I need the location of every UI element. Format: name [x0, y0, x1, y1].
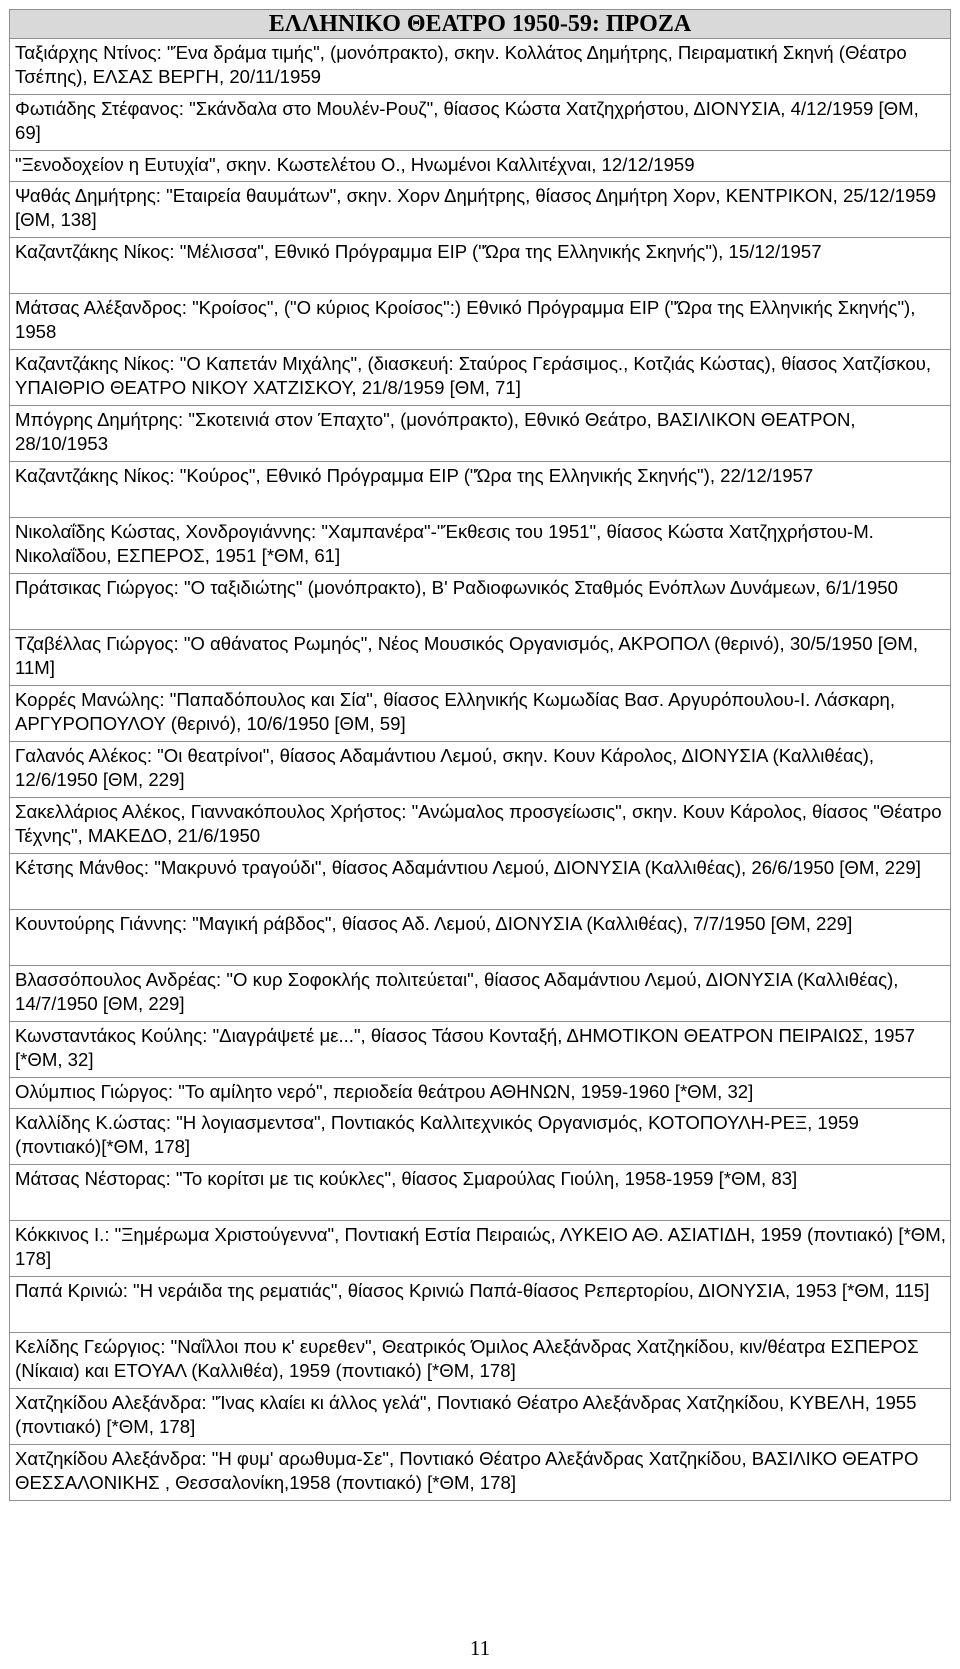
entry-text: Σακελλάριος Αλέκος, Γιαννακόπουλος Χρήστος: "Ανώμαλος προσγείωσις", σκην. Κουν Κάρολος, θίασος "Θέατρο Τέχνης", ΜΑΚΕΔΟ, 21/6/1950: [10, 798, 951, 854]
table-row: [10, 1022, 951, 1078]
entry-text: Βλασσόπουλος Ανδρέας: "Ο κυρ Σοφοκλής πολιτεύεται", θίασος Αδαμάντιου Λεμού, ΔΙΟΝΥΣΙΑ (Καλλιθέας), 14/7/1950 [ΘΜ, 229]: [10, 966, 951, 1022]
entries-table: [9, 9, 951, 1501]
table-row: [10, 1109, 951, 1165]
entry-text: Ολύμπιος Γιώργος: "Το αμίλητο νερό", περιοδεία θεάτρου ΑΘΗΝΩΝ, 1959-1960 [*ΘΜ, 32]: [10, 1078, 951, 1109]
entry-text: Ταξιάρχης Ντίνος: "Ένα δράμα τιμής", (μονόπρακτο), σκην. Κολλάτος Δημήτρης, Πειραματική Σκηνή (Θέατρο Τσέπης), ΕΛΣΑΣ ΒΕΡΓΗ, 20/11/1959: [10, 39, 951, 95]
title-row: [10, 10, 951, 39]
entry-text: Χατζηκίδου Αλεξάνδρα: "Ίνας κλαίει κι άλλος γελά", Ποντιακό Θέατρο Αλεξάνδρας Χατζηκίδου, ΚΥΒΕΛΗ, 1955 (ποντιακό) [*ΘΜ, 178]: [10, 1389, 951, 1445]
document-title: ΕΛΛΗΝΙΚΟ ΘΕΑΤΡΟ 1950-59: ΠΡΟΖΑ: [10, 10, 951, 39]
entry-text: Μπόγρης Δημήτρης: "Σκοτεινιά στον Έπαχτο", (μονόπρακτο), Εθνικό Θεάτρο, ΒΑΣΙΛΙΚΟΝ ΘΕΑΤΡΟΝ, 28/10/1953: [10, 406, 951, 462]
entry-text: Νικολαΐδης Κώστας, Χονδρογιάννης: "Χαμπανέρα"-"Έκθεσις του 1951", θίασος Κώστα Χατζηχρήστου-Μ. Νικολαΐδου, ΕΣΠΕΡΟΣ, 1951 [*ΘΜ, 61]: [10, 518, 951, 574]
entry-text: Πράτσικας Γιώργος: "Ο ταξιδιώτης" (μονόπρακτο), Β' Ραδιοφωνικός Σταθμός Ενόπλων Δυνάμεων, 6/1/1950: [10, 574, 951, 630]
entry-text: Κωνσταντάκος Κούλης: "Διαγράψετέ με...", θίασος Τάσου Κονταξή, ΔΗΜΟΤΙΚΟΝ ΘΕΑΤΡΟΝ ΠΕΙΡΑΙΩΣ, 1957 [*ΘΜ, 32]: [10, 1022, 951, 1078]
entry-text: Παπά Κρινιώ: "Η νεράιδα της ρεματιάς", θίασος Κρινιώ Παπά-θίασος Ρεπερτορίου, ΔΙΟΝΥΣΙΑ, 1953 [*ΘΜ, 115]: [10, 1277, 951, 1333]
entry-text: Φωτιάδης Στέφανος: "Σκάνδαλα στο Μουλέν-Ρουζ", θίασος Κώστα Χατζηχρήστου, ΔΙΟΝΥΣΙΑ, 4/12/1959 [ΘΜ, 69]: [10, 95, 951, 151]
entry-text: Κουντούρης Γιάννης: "Μαγική ράβδος", θίασος Αδ. Λεμού, ΔΙΟΝΥΣΙΑ (Καλλιθέας), 7/7/1950 [ΘΜ, 229]: [10, 910, 951, 966]
table-row: [10, 966, 951, 1022]
entry-text: Μάτσας Νέστορας: "Το κορίτσι με τις κούκλες", θίασος Σμαρούλας Γιούλη, 1958-1959 [*ΘΜ, 83]: [10, 1165, 951, 1221]
page-number: 11: [469, 1636, 491, 1660]
table-row: [10, 1277, 951, 1333]
entry-text: Κελίδης Γεώργιος: "Ναΐλλοι που κ' ευρεθεν", Θεατρικός Όμιλος Αλεξάνδρας Χατζηκίδου, κιν/θέατρα ΕΣΠΕΡΟΣ (Νίκαια) και ΕΤΟΥΑΛ (Καλλιθέα), 1959 (ποντιακό) [*ΘΜ, 178]: [10, 1333, 951, 1389]
entry-text: Κορρές Μανώλης: "Παπαδόπουλος και Σία", θίασος Ελληνικής Κωμωδίας Βασ. Αργυρόπουλου-Ι. Λάσκαρη, ΑΡΓΥΡΟΠΟΥΛΟΥ (θερινό), 10/6/1950 [ΘΜ, 59]: [10, 686, 951, 742]
table-row: [10, 630, 951, 686]
table-row: [10, 686, 951, 742]
entry-text: Κέτσης Μάνθος: "Μακρυνό τραγούδι", θίασος Αδαμάντιου Λεμού, ΔΙΟΝΥΣΙΑ (Καλλιθέας), 26/6/1950 [ΘΜ, 229]: [10, 854, 951, 910]
table-row: [10, 742, 951, 798]
entry-text: Τζαβέλλας Γιώργος: "Ο αθάνατος Ρωμηός", Νέος Μουσικός Οργανισμός, ΑΚΡΟΠΟΛ (θερινό), 30/5/1950 [ΘΜ, 11Μ]: [10, 630, 951, 686]
table-row: [10, 39, 951, 95]
table-row: [10, 854, 951, 910]
table-row: [10, 798, 951, 854]
table-row: [10, 406, 951, 462]
table-row: [10, 1389, 951, 1445]
table-row: [10, 238, 951, 294]
table-row: [10, 1078, 951, 1109]
table-row: [10, 151, 951, 182]
entry-text: "Ξενοδοχείον η Ευτυχία", σκην. Κωστελέτου Ο., Ηνωμένοι Καλλιτέχναι, 12/12/1959: [10, 151, 951, 182]
entry-text: Καζαντζάκης Νίκος: "Κούρος", Εθνικό Πρόγραμμα ΕΙΡ ("Ώρα της Ελληνικής Σκηνής"), 22/12/1957: [10, 462, 951, 518]
entry-text: Μάτσας Αλέξανδρος: "Κροίσος", ("Ο κύριος Κροίσος":) Εθνικό Πρόγραμμα ΕΙΡ ("Ώρα της Ελληνικής Σκηνής"), 1958: [10, 294, 951, 350]
entry-text: Ψαθάς Δημήτρης: "Εταιρεία θαυμάτων", σκην. Χορν Δημήτρης, θίασος Δημήτρη Χορν, ΚΕΝΤΡΙΚΟΝ, 25/12/1959 [ΘΜ, 138]: [10, 182, 951, 238]
table-row: [10, 518, 951, 574]
table-row: [10, 1165, 951, 1221]
entry-text: Γαλανός Αλέκος: "Οι θεατρίνοι", θίασος Αδαμάντιου Λεμού, σκην. Κουν Κάρολος, ΔΙΟΝΥΣΙΑ (Καλλιθέας), 12/6/1950 [ΘΜ, 229]: [10, 742, 951, 798]
table-row: [10, 1221, 951, 1277]
table-body: [10, 10, 951, 1501]
entry-text: Καζαντζάκης Νίκος: "Μέλισσα", Εθνικό Πρόγραμμα ΕΙΡ ("Ώρα της Ελληνικής Σκηνής"), 15/12/1957: [10, 238, 951, 294]
entry-text: Κόκκινος Ι.: "Ξημέρωμα Χριστούγεννα", Ποντιακή Εστία Πειραιώς, ΛΥΚΕΙΟ ΑΘ. ΑΣΙΑΤΙΔΗ, 1959 (ποντιακό) [*ΘΜ, 178]: [10, 1221, 951, 1277]
table-row: [10, 95, 951, 151]
table-row: [10, 1333, 951, 1389]
table-row: [10, 574, 951, 630]
entry-text: Χατζηκίδου Αλεξάνδρα: "Η φυμ' αρωθυμα-Σε", Ποντιακό Θέατρο Αλεξάνδρας Χατζηκίδου, ΒΑΣΙΛΙΚΟ ΘΕΑΤΡΟ ΘΕΣΣΑΛΟΝΙΚΗΣ , Θεσσαλονίκη,1958 (ποντιακό) [*ΘΜ, 178]: [10, 1445, 951, 1501]
table-row: [10, 294, 951, 350]
table-row: [10, 350, 951, 406]
table-row: [10, 1445, 951, 1501]
entry-text: Καλλίδης Κ.ώστας: "Η λογιασμεντσα", Ποντιακός Καλλιτεχνικός Οργανισμός, ΚΟΤΟΠΟΥΛΗ-ΡΕΞ, 1959 (ποντιακό)[*ΘΜ, 178]: [10, 1109, 951, 1165]
table-row: [10, 462, 951, 518]
entry-text: Καζαντζάκης Νίκος: "Ο Καπετάν Μιχάλης", (διασκευή: Σταύρος Γεράσιμος., Κοτζιάς Κώστας), θίασος Χατζίσκου, ΥΠΑΙΘΡΙΟ ΘΕΑΤΡΟ ΝΙΚΟΥ ΧΑΤΖΙΣΚΟΥ, 21/8/1959 [ΘΜ, 71]: [10, 350, 951, 406]
table-row: [10, 910, 951, 966]
table-row: [10, 182, 951, 238]
